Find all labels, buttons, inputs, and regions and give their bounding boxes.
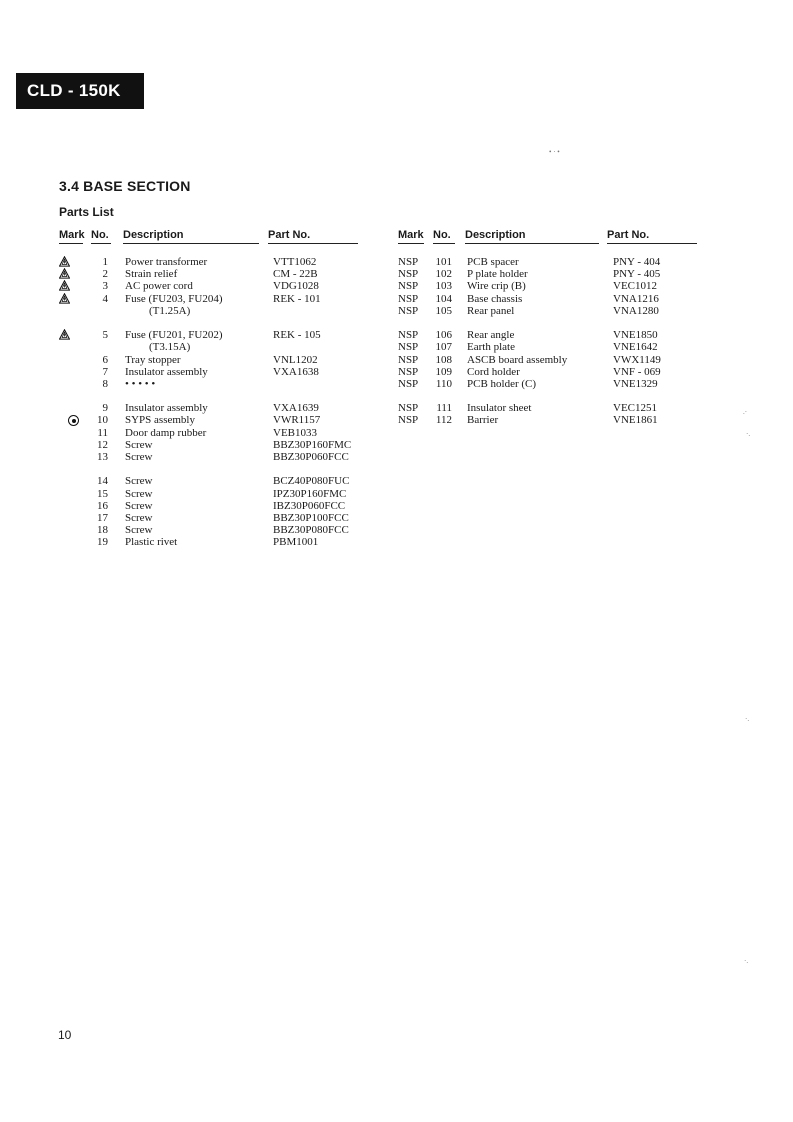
part-number: IBZ30P060FCC [273, 499, 346, 512]
part-number: PBM1001 [273, 536, 319, 549]
part-number: BCZ40P080FUC [273, 475, 350, 488]
item-no: 106 [435, 329, 452, 342]
item-no: 7 [102, 365, 108, 378]
row-gap [0, 390, 793, 402]
mark-cell: NSP [398, 353, 419, 366]
item-no: 6 [102, 353, 108, 366]
item-description: Earth plate [467, 341, 515, 354]
item-no: 8 [102, 377, 108, 390]
table-row [0, 293, 793, 305]
item-description: PCB holder (C) [467, 377, 537, 390]
item-no: 12 [97, 438, 108, 451]
parts-list-title: Parts List [59, 205, 114, 219]
part-number: VNA1280 [613, 304, 659, 317]
item-description: Rear panel [467, 304, 515, 317]
part-number: PNY - 405 [613, 268, 661, 281]
part-number: VEB1033 [273, 426, 317, 439]
item-description: Screw [125, 524, 153, 537]
item-description: Screw [125, 499, 153, 512]
table-row [0, 427, 400, 439]
item-description: Base chassis [467, 292, 523, 305]
part-number: REK - 105 [273, 329, 321, 342]
part-number: BBZ30P060FCC [273, 451, 349, 463]
item-no: 16 [97, 499, 108, 512]
part-number: IPZ30P160FMC [273, 487, 347, 500]
item-description: Insulator assembly [125, 402, 208, 415]
item-description: Cord holder [467, 365, 520, 378]
part-number: VNE1642 [613, 341, 658, 354]
part-number: VNF - 069 [613, 365, 661, 378]
item-description: (T1.25A) [149, 304, 191, 317]
model-tag: CLD - 150K [16, 73, 144, 109]
row-gap [0, 317, 793, 329]
item-description: Screw [125, 438, 153, 451]
item-no: 104 [435, 292, 452, 305]
item-description: PCB spacer [467, 256, 519, 268]
item-no: 110 [435, 377, 452, 390]
item-no: 107 [435, 341, 452, 354]
part-number: VXA1639 [273, 402, 319, 415]
mark-cell: NSP [398, 256, 419, 268]
item-no: 13 [97, 451, 108, 463]
item-description: Door damp rubber [125, 426, 207, 439]
table-row [0, 475, 400, 487]
table-row [0, 256, 793, 268]
mark-cell: NSP [398, 414, 419, 427]
parts-table-right [0, 256, 793, 427]
item-no: 10 [97, 414, 108, 427]
mark-cell: NSP [398, 280, 419, 293]
item-no: 1 [102, 256, 108, 268]
part-number: VNE1850 [613, 329, 658, 342]
table-row [0, 341, 793, 353]
part-number: REK - 101 [273, 292, 321, 305]
part-number: VNE1329 [613, 377, 658, 390]
item-no: 101 [435, 256, 452, 268]
table-row [0, 524, 400, 536]
item-description: AC power cord [125, 280, 193, 293]
part-number: VWR1157 [273, 414, 321, 427]
mark-cell: NSP [398, 377, 419, 390]
item-description: ASCB board assembly [467, 353, 568, 366]
table-row [0, 439, 400, 451]
section-title: 3.4 BASE SECTION [59, 178, 191, 194]
item-description: Fuse (FU203, FU204) [125, 292, 223, 305]
part-number: VNE1861 [613, 414, 658, 427]
part-number: VDG1028 [273, 280, 319, 293]
item-description: Screw [125, 475, 153, 488]
mark-cell: NSP [398, 402, 419, 415]
item-description: SYPS assembly [125, 414, 195, 427]
header-part-no-right: Part No. [607, 229, 697, 244]
table-row [0, 451, 400, 463]
page-number: 10 [58, 1028, 72, 1042]
part-number: PNY - 404 [613, 256, 661, 268]
table-row [0, 414, 793, 426]
table-row [0, 512, 400, 524]
table-row [0, 488, 400, 500]
table-row [0, 305, 793, 317]
item-description: Rear angle [467, 329, 515, 342]
part-number: VNA1216 [613, 292, 659, 305]
table-row [0, 268, 793, 280]
table-row [0, 280, 793, 292]
table-row [0, 329, 793, 341]
item-no: 108 [435, 353, 452, 366]
part-number: VEC1251 [613, 402, 657, 415]
table-row [0, 354, 793, 366]
part-number: CM - 22B [273, 268, 318, 281]
item-description: Power transformer [125, 256, 208, 268]
header-mark: Mark [59, 229, 83, 244]
part-number: BBZ30P080FCC [273, 524, 349, 537]
item-description: Barrier [467, 414, 499, 427]
item-description: Screw [125, 511, 153, 524]
item-description: P plate holder [467, 268, 528, 281]
item-no: 19 [97, 536, 108, 549]
item-no: 3 [102, 280, 108, 293]
item-description: • • • • • [125, 377, 156, 390]
mark-cell: NSP [398, 365, 419, 378]
header-description: Description [123, 229, 259, 244]
item-no: 11 [97, 426, 108, 439]
item-no: 111 [436, 402, 452, 415]
mark-cell: NSP [398, 268, 419, 281]
item-no: 112 [435, 414, 452, 427]
table-row [0, 536, 400, 548]
part-number: VNL1202 [273, 353, 318, 366]
item-no: 109 [435, 365, 452, 378]
item-no: 15 [97, 487, 108, 500]
table-row [0, 366, 793, 378]
header-description-right: Description [465, 229, 599, 244]
part-number: BBZ30P100FCC [273, 511, 349, 524]
item-no: 102 [435, 268, 452, 281]
mark-cell: NSP [398, 304, 419, 317]
item-description: Strain relief [125, 268, 178, 281]
row-gap [0, 463, 400, 475]
item-description: Fuse (FU201, FU202) [125, 329, 223, 342]
item-no: 18 [97, 524, 108, 537]
item-description: Plastic rivet [125, 536, 178, 549]
item-description: Screw [125, 451, 153, 463]
mark-cell: NSP [398, 292, 419, 305]
table-row [0, 402, 793, 414]
item-description: Insulator sheet [467, 402, 532, 415]
mark-cell: NSP [398, 329, 419, 342]
part-number: BBZ30P160FMC [273, 438, 352, 451]
item-description: Wire crip (B) [467, 280, 526, 293]
item-description: Tray stopper [125, 353, 181, 366]
item-no: 105 [435, 304, 452, 317]
item-no: 4 [102, 292, 108, 305]
item-no: 5 [102, 329, 108, 342]
item-description: Screw [125, 487, 153, 500]
part-number: VTT1062 [273, 256, 317, 268]
item-description: (T3.15A) [149, 341, 191, 354]
item-description: Insulator assembly [125, 365, 208, 378]
part-number: VEC1012 [613, 280, 657, 293]
header-no: No. [91, 229, 111, 244]
table-row [0, 378, 793, 390]
header-mark-right: Mark [398, 229, 424, 244]
table-row [0, 500, 400, 512]
header-part-no: Part No. [268, 229, 358, 244]
part-number: VXA1638 [273, 365, 319, 378]
part-number: VWX1149 [613, 353, 661, 366]
item-no: 17 [97, 511, 108, 524]
item-no: 9 [102, 402, 108, 415]
header-no-right: No. [433, 229, 455, 244]
mark-cell: NSP [398, 341, 419, 354]
item-no: 14 [97, 475, 108, 488]
item-no: 2 [102, 268, 108, 281]
item-no: 103 [435, 280, 452, 293]
